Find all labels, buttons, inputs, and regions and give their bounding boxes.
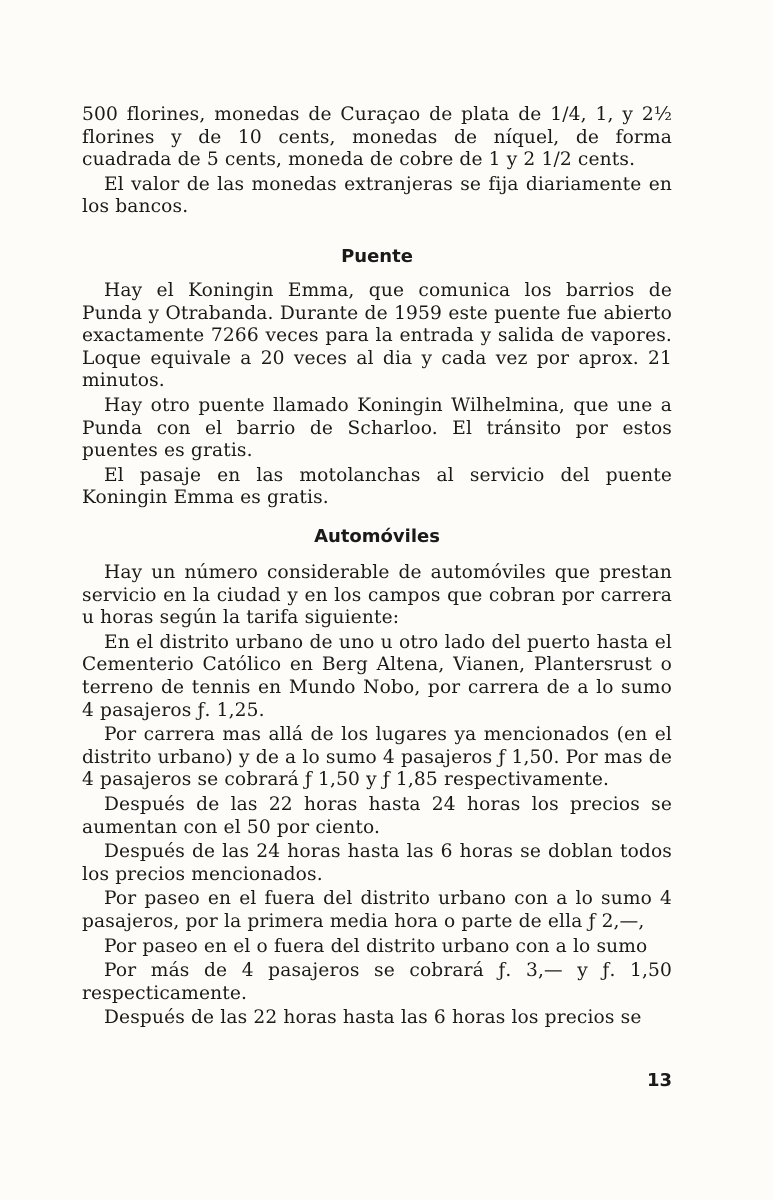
automoviles-paragraph-3: Por carrera mas allá de los lugares ya mencionados (en el distrito urbano) y de a lo sumo 4 pasajeros ƒ 1,50. Por mas de 4 pasajeros se cobrará ƒ 1,50 y ƒ 1,85 respectivamente.	[82, 724, 672, 791]
automoviles-paragraph-5: Después de las 24 horas hasta las 6 horas se doblan todos los precios mencionados.	[82, 841, 672, 885]
intro-paragraph-2: El valor de las monedas extranjeras se fija diariamente en los bancos.	[82, 173, 672, 218]
automoviles-paragraph-6: Por paseo en el fuera del distrito urbano con a lo sumo 4 pasajeros, por la primera media hora o parte de ella ƒ 2,—,	[82, 888, 672, 932]
automoviles-paragraph-8: Por más de 4 pasajeros se cobrará ƒ. 3,— y ƒ. 1,50 respecticamente.	[82, 960, 672, 1004]
section-body-puente	[82, 280, 672, 512]
automoviles-paragraph-9: Después de las 22 horas hasta las 6 horas los precios se	[104, 1007, 642, 1029]
automoviles-paragraph-1: Hay un número considerable de automóviles que prestan servicio en la ciudad y en los campos que cobran por carrera u horas según la tarifa siguiente:	[82, 562, 672, 629]
section-body-automoviles	[82, 562, 672, 1032]
intro-text	[82, 104, 672, 221]
section-title-puente: Puente	[341, 246, 413, 267]
page-number: 13	[646, 1070, 672, 1091]
puente-paragraph-2: Hay otro puente llamado Koningin Wilhelmina, que une a Punda con el barrio de Scharloo. El tránsito por estos puentes es gratis.	[82, 394, 672, 462]
section-title-automoviles: Automóviles	[314, 526, 440, 547]
puente-paragraph-1: Hay el Koningin Emma, que comunica los barrios de Punda y Otrabanda. Durante de 1959 este puente fue abierto exactamente 7266 veces para la entrada y salida de vapores. Loque equivale a 20 veces al dia y cada vez por aprox. 21 minutos.	[82, 280, 672, 392]
intro-paragraph-1: 500 florines, monedas de Curaçao de plata de 1/4, 1, y 2½ florines y de 10 cents, monedas de níquel, de forma cuadrada de 5 cents, moneda de cobre de 1 y 2 1/2 cents.	[82, 104, 672, 171]
automoviles-paragraph-7: Por paseo en el o fuera del distrito urbano con a lo sumo	[104, 935, 648, 957]
automoviles-paragraph-2: En el distrito urbano de uno u otro lado del puerto hasta el Cementerio Católico en Berg Altena, Vianen, Plantersrust o terreno de tennis en Mundo Nobo, por carrera de a lo sumo 4 pasajeros ƒ. 1,25.	[82, 631, 672, 721]
puente-paragraph-3: El pasaje en las motolanchas al servicio del puente Koningin Emma es gratis.	[82, 464, 672, 509]
automoviles-paragraph-4: Después de las 22 horas hasta 24 horas los precios se aumentan con el 50 por ciento.	[82, 793, 672, 838]
